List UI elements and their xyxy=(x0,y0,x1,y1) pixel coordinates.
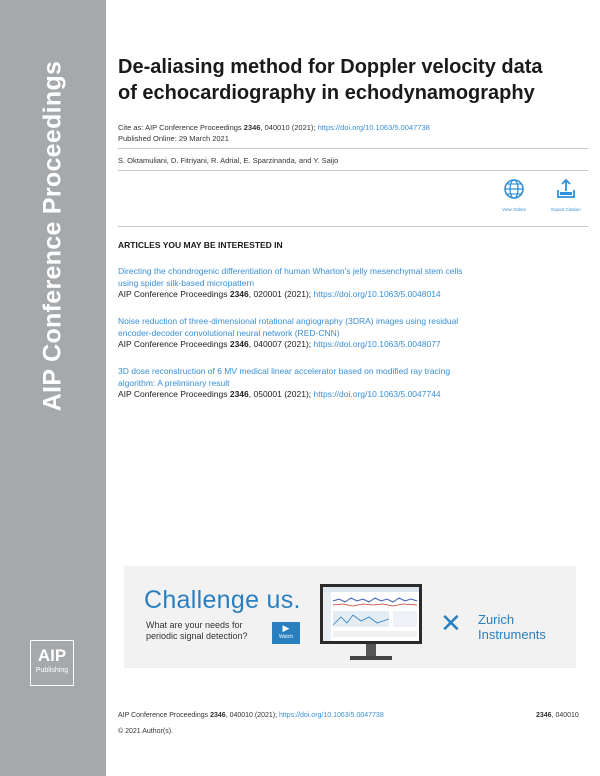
title-line: 3D dose reconstruction of 6 MV medical linear accelerator based on modified ray tracing xyxy=(118,366,451,376)
cite-volume: 2346 xyxy=(229,389,249,399)
ad-subtext-line: periodic signal detection? xyxy=(146,631,248,641)
monitor-base xyxy=(350,656,392,660)
footer-doi-link[interactable]: https://doi.org/10.1063/5.0047738 xyxy=(279,712,384,719)
cite-prefix: Cite as: AIP Conference Proceedings xyxy=(118,123,242,132)
footer-page-volume: 2346 xyxy=(536,712,552,719)
divider xyxy=(118,148,588,149)
title-line: Directing the chondrogenic differentiation of human Wharton's jelly mesenchymal stem cells xyxy=(118,266,463,276)
title-line-2: of echocardiography in echodynamography xyxy=(118,82,535,104)
logo-aip: AIP xyxy=(37,646,67,665)
doi-link[interactable]: https://doi.org/10.1063/5.0048077 xyxy=(313,339,441,349)
advertisement-banner[interactable] xyxy=(124,566,576,668)
ad-subtext-line: What are your needs for xyxy=(146,620,243,630)
cite-rest: , 040010 (2021); xyxy=(260,123,316,132)
watch-label: Watch xyxy=(279,634,293,640)
export-icon xyxy=(555,178,577,200)
authors: S. Oktamuliani, D. Fitriyani, R. Adrial, E. Sparzinanda, and Y. Saijo xyxy=(118,156,339,165)
ad-subtext xyxy=(146,620,266,642)
ad-headline: Challenge us. xyxy=(144,586,301,614)
sidebar xyxy=(0,0,106,776)
related-article-cite xyxy=(118,389,588,401)
cite-prefix: AIP Conference Proceedings xyxy=(118,389,228,399)
zurich-instruments-logo-text xyxy=(478,612,546,642)
citation-block xyxy=(118,122,430,144)
title-line-1: De-aliasing method for Doppler velocity data xyxy=(118,56,543,78)
export-citation-label: Export Citation xyxy=(551,207,581,212)
globe-icon xyxy=(503,178,525,200)
title-line: using spider silk-based micropattern xyxy=(118,277,255,288)
cite-rest: , 050001 (2021); xyxy=(248,389,312,399)
cite-prefix: AIP Conference Proceedings xyxy=(118,289,228,299)
journal-title: AIP Conference Proceedings xyxy=(38,60,67,412)
footer-page-number: , 040010 xyxy=(551,712,579,719)
export-citation-button[interactable] xyxy=(546,178,586,212)
logo-publishing: Publishing xyxy=(35,667,69,674)
cite-prefix: AIP Conference Proceedings xyxy=(118,339,228,349)
footer-citation xyxy=(118,712,384,719)
footer-page-id xyxy=(536,712,579,719)
monitor-image xyxy=(320,584,422,644)
title-line: algorithm: A preliminary result xyxy=(118,377,230,388)
cite-volume: 2346 xyxy=(229,289,249,299)
brand-line: Instruments xyxy=(478,627,546,642)
paper-title xyxy=(118,54,588,106)
cite-rest: , 020001 (2021); xyxy=(248,289,312,299)
related-article-title[interactable] xyxy=(118,366,588,389)
related-article-title[interactable] xyxy=(118,266,588,289)
related-article-cite xyxy=(118,289,588,301)
cite-volume: 2346 xyxy=(229,339,249,349)
doi-link[interactable]: https://doi.org/10.1063/5.0048014 xyxy=(313,289,441,299)
related-article-title[interactable] xyxy=(118,316,588,339)
cite-doi-link[interactable]: https://doi.org/10.1063/5.0047738 xyxy=(317,123,430,132)
footer-prefix: AIP Conference Proceedings xyxy=(118,712,209,719)
cite-rest: , 040007 (2021); xyxy=(248,339,312,349)
signal-plot-graphic xyxy=(323,587,419,641)
divider xyxy=(118,170,588,171)
related-article-cite xyxy=(118,339,588,351)
zurich-instruments-logo-icon: ✕ xyxy=(440,608,462,638)
play-icon: ▶ xyxy=(282,623,290,633)
copyright: © 2021 Author(s). xyxy=(118,728,173,735)
title-line: encoder-decoder convolutional neural network (RED-CNN) xyxy=(118,327,340,338)
view-online-label: View Online xyxy=(502,207,526,212)
related-article xyxy=(118,266,588,301)
watch-button[interactable] xyxy=(272,622,300,644)
footer-rest: , 040010 (2021); xyxy=(225,712,278,719)
brand-line: Zurich xyxy=(478,612,515,627)
cite-volume: 2346 xyxy=(243,123,261,132)
aip-publishing-logo[interactable] xyxy=(30,640,74,686)
footer-volume: 2346 xyxy=(210,712,226,719)
divider xyxy=(118,226,588,227)
title-line: Noise reduction of three-dimensional rotational angiography (3DRA) images using residual xyxy=(118,316,459,326)
monitor-screen xyxy=(323,587,419,641)
doi-link[interactable]: https://doi.org/10.1063/5.0047744 xyxy=(313,389,441,399)
published-date: Published Online: 29 March 2021 xyxy=(118,134,229,143)
related-article xyxy=(118,366,588,401)
view-online-button[interactable] xyxy=(494,178,534,212)
related-heading: ARTICLES YOU MAY BE INTERESTED IN xyxy=(118,240,283,250)
related-article xyxy=(118,316,588,351)
